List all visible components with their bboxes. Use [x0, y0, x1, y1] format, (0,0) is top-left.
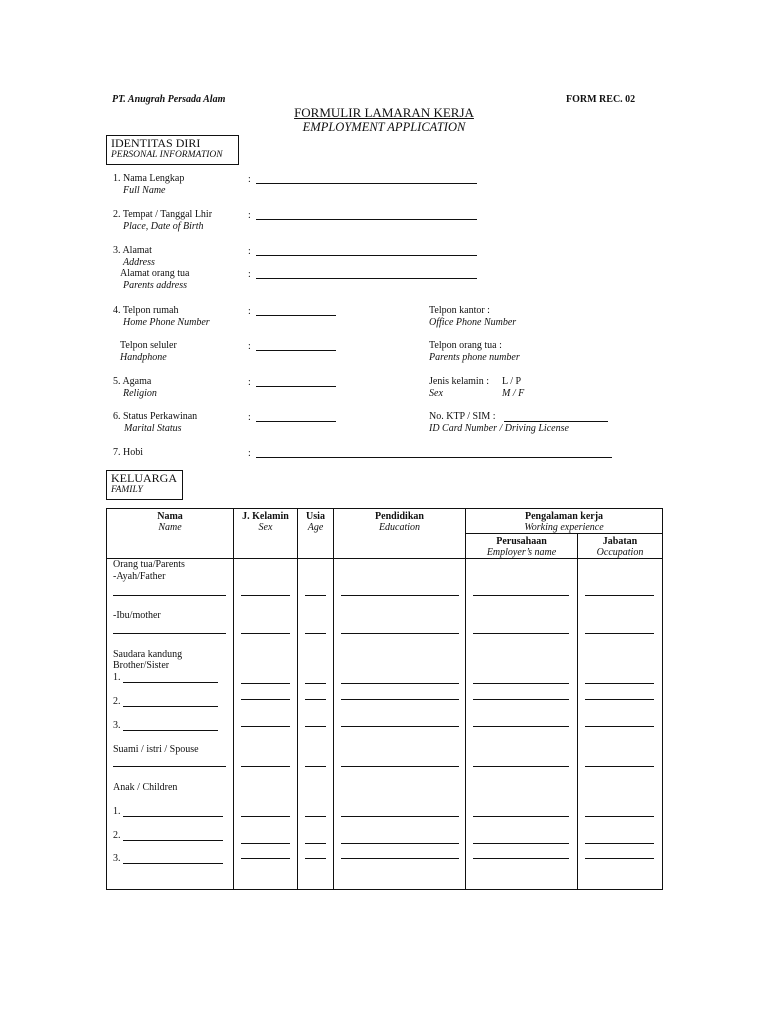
birth-label: 2. Tempat / Tanggal Lhir	[113, 209, 213, 220]
father-sex-field[interactable]	[241, 595, 290, 596]
sex-label: Jenis kelamin :	[429, 376, 489, 387]
hobby-label: 7. Hobi	[113, 447, 143, 458]
family-section-title: KELUARGA	[111, 471, 177, 485]
spouse-employer-field[interactable]	[473, 766, 569, 767]
mother-education-field[interactable]	[341, 633, 459, 634]
row-parents-label: Orang tua/Parents	[113, 559, 185, 570]
name-label: 1. Nama Lengkap	[113, 173, 185, 184]
form-code: FORM REC. 02	[566, 94, 636, 105]
col-education-header: Pendidikan Education	[334, 509, 466, 559]
hobby-field[interactable]	[256, 448, 612, 458]
marital-label: 6. Status Perkawinan	[113, 411, 198, 422]
col-employer-header: Perusahaan Employer’s name	[466, 534, 578, 559]
row-child-1-num: 1.	[113, 806, 121, 817]
personal-section-title: IDENTITAS DIRI	[111, 136, 201, 150]
row-sibling-1-num: 1.	[113, 672, 121, 683]
sibling-1-employer-field[interactable]	[473, 683, 569, 684]
home-phone-label: 4. Telpon rumah	[113, 305, 179, 316]
father-occupation-field[interactable]	[585, 595, 654, 596]
address-field[interactable]	[256, 246, 477, 256]
row-sibling-3-num: 3.	[113, 720, 121, 731]
child-2-education-field[interactable]	[341, 843, 459, 844]
sibling-2-name-field[interactable]	[123, 697, 218, 707]
personal-section-header	[106, 135, 239, 165]
col-experience-header: Pengalaman kerja Working experience	[466, 509, 663, 534]
col-age-header: Usia Age	[298, 509, 334, 559]
mother-age-field[interactable]	[305, 633, 326, 634]
personal-section-subtitle: PERSONAL INFORMATION	[111, 150, 223, 160]
col-name-header: Nama Name	[107, 509, 234, 559]
colon: :	[248, 210, 251, 221]
child-3-employer-field[interactable]	[473, 858, 569, 859]
colon: :	[248, 174, 251, 185]
form-subtitle: EMPLOYMENT APPLICATION	[302, 120, 466, 134]
row-spouse-label: Suami / istri / Spouse	[113, 744, 199, 755]
sibling-3-sex-field[interactable]	[241, 726, 290, 727]
row-child-3-num: 3.	[113, 853, 121, 864]
child-1-education-field[interactable]	[341, 816, 459, 817]
child-3-sex-field[interactable]	[241, 858, 290, 859]
religion-sublabel: Religion	[123, 388, 157, 399]
marital-sublabel: Marital Status	[124, 423, 182, 434]
birth-field[interactable]	[256, 210, 477, 220]
row-siblings-label: Saudara kandung	[113, 649, 183, 660]
sex-sublabel: Sex	[429, 388, 443, 399]
spouse-age-field[interactable]	[305, 766, 326, 767]
col-occupation-header: Jabatan Occupation	[578, 534, 663, 559]
row-siblings-en-label: Brother/Sister	[113, 660, 170, 671]
family-section-subtitle: FAMILY	[111, 485, 143, 495]
child-1-employer-field[interactable]	[473, 816, 569, 817]
colon: :	[248, 306, 251, 317]
father-name-field[interactable]	[113, 595, 226, 596]
father-employer-field[interactable]	[473, 595, 569, 596]
child-3-age-field[interactable]	[305, 858, 326, 859]
sibling-3-age-field[interactable]	[305, 726, 326, 727]
handphone-field[interactable]	[256, 341, 336, 351]
child-1-sex-field[interactable]	[241, 816, 290, 817]
mother-employer-field[interactable]	[473, 633, 569, 634]
address-sublabel: Address	[123, 257, 155, 268]
sibling-2-employer-field[interactable]	[473, 699, 569, 700]
child-1-age-field[interactable]	[305, 816, 326, 817]
sibling-1-name-field[interactable]	[123, 673, 218, 683]
idcard-field[interactable]	[504, 412, 608, 422]
row-father-label: -Ayah/Father	[113, 571, 166, 582]
spouse-sex-field[interactable]	[241, 766, 290, 767]
idcard-label: No. KTP / SIM :	[429, 411, 496, 422]
office-phone-sublabel: Office Phone Number	[429, 317, 517, 328]
handphone-label: Telpon seluler	[120, 340, 177, 351]
religion-field[interactable]	[256, 377, 336, 387]
home-phone-field[interactable]	[256, 306, 336, 316]
child-2-employer-field[interactable]	[473, 843, 569, 844]
sibling-2-age-field[interactable]	[305, 699, 326, 700]
parents-address-field[interactable]	[256, 269, 477, 279]
handphone-sublabel: Handphone	[120, 352, 167, 363]
mother-name-field[interactable]	[113, 633, 226, 634]
marital-field[interactable]	[256, 412, 336, 422]
sibling-1-age-field[interactable]	[305, 683, 326, 684]
sibling-3-education-field[interactable]	[341, 726, 459, 727]
spouse-name-field[interactable]	[113, 766, 226, 767]
child-1-occupation-field[interactable]	[585, 816, 654, 817]
colon: :	[248, 246, 251, 257]
home-phone-sublabel: Home Phone Number	[123, 317, 210, 328]
mother-occupation-field[interactable]	[585, 633, 654, 634]
office-phone-label: Telpon kantor :	[429, 305, 490, 316]
mother-sex-field[interactable]	[241, 633, 290, 634]
sibling-2-education-field[interactable]	[341, 699, 459, 700]
parents-address-sublabel: Parents address	[123, 280, 187, 291]
sex-options[interactable]: L / P	[502, 376, 522, 387]
child-3-education-field[interactable]	[341, 858, 459, 859]
row-child-2-num: 2.	[113, 830, 121, 841]
spouse-education-field[interactable]	[341, 766, 459, 767]
address-label: 3. Alamat	[113, 245, 152, 256]
colon: :	[248, 269, 251, 280]
sibling-3-occupation-field[interactable]	[585, 726, 654, 727]
sibling-3-employer-field[interactable]	[473, 726, 569, 727]
row-mother-label: -Ibu/mother	[113, 610, 161, 621]
sibling-2-occupation-field[interactable]	[585, 699, 654, 700]
parents-address-label: Alamat orang tua	[120, 268, 190, 279]
father-age-field[interactable]	[305, 595, 326, 596]
colon: :	[248, 412, 251, 423]
form-title: FORMULIR LAMARAN KERJA	[294, 105, 474, 120]
child-2-age-field[interactable]	[305, 843, 326, 844]
col-sex-header: J. Kelamin Sex	[234, 509, 298, 559]
father-education-field[interactable]	[341, 595, 459, 596]
child-2-occupation-field[interactable]	[585, 843, 654, 844]
name-field[interactable]	[256, 174, 477, 184]
sibling-1-sex-field[interactable]	[241, 683, 290, 684]
child-1-name-field[interactable]	[123, 807, 223, 817]
sibling-1-education-field[interactable]	[341, 683, 459, 684]
family-section-header	[106, 470, 183, 500]
sibling-2-sex-field[interactable]	[241, 699, 290, 700]
sex-options-sub: M / F	[502, 388, 525, 399]
spouse-occupation-field[interactable]	[585, 766, 654, 767]
child-2-sex-field[interactable]	[241, 843, 290, 844]
name-sublabel: Full Name	[123, 185, 166, 196]
row-sibling-2-num: 2.	[113, 696, 121, 707]
company-name: PT. Anugrah Persada Alam	[112, 94, 226, 105]
birth-sublabel: Place, Date of Birth	[123, 221, 204, 232]
colon: :	[248, 377, 251, 388]
sibling-3-name-field[interactable]	[123, 721, 218, 731]
colon: :	[248, 448, 251, 459]
religion-label: 5. Agama	[113, 376, 152, 387]
parents-phone-label: Telpon orang tua :	[429, 340, 502, 351]
parents-phone-sublabel: Parents phone number	[429, 352, 520, 363]
idcard-sublabel: ID Card Number / Driving License	[429, 423, 569, 434]
child-3-occupation-field[interactable]	[585, 858, 654, 859]
child-2-name-field[interactable]	[123, 831, 223, 841]
row-children-label: Anak / Children	[113, 782, 178, 793]
child-3-name-field[interactable]	[123, 854, 223, 864]
sibling-1-occupation-field[interactable]	[585, 683, 654, 684]
colon: :	[248, 341, 251, 352]
